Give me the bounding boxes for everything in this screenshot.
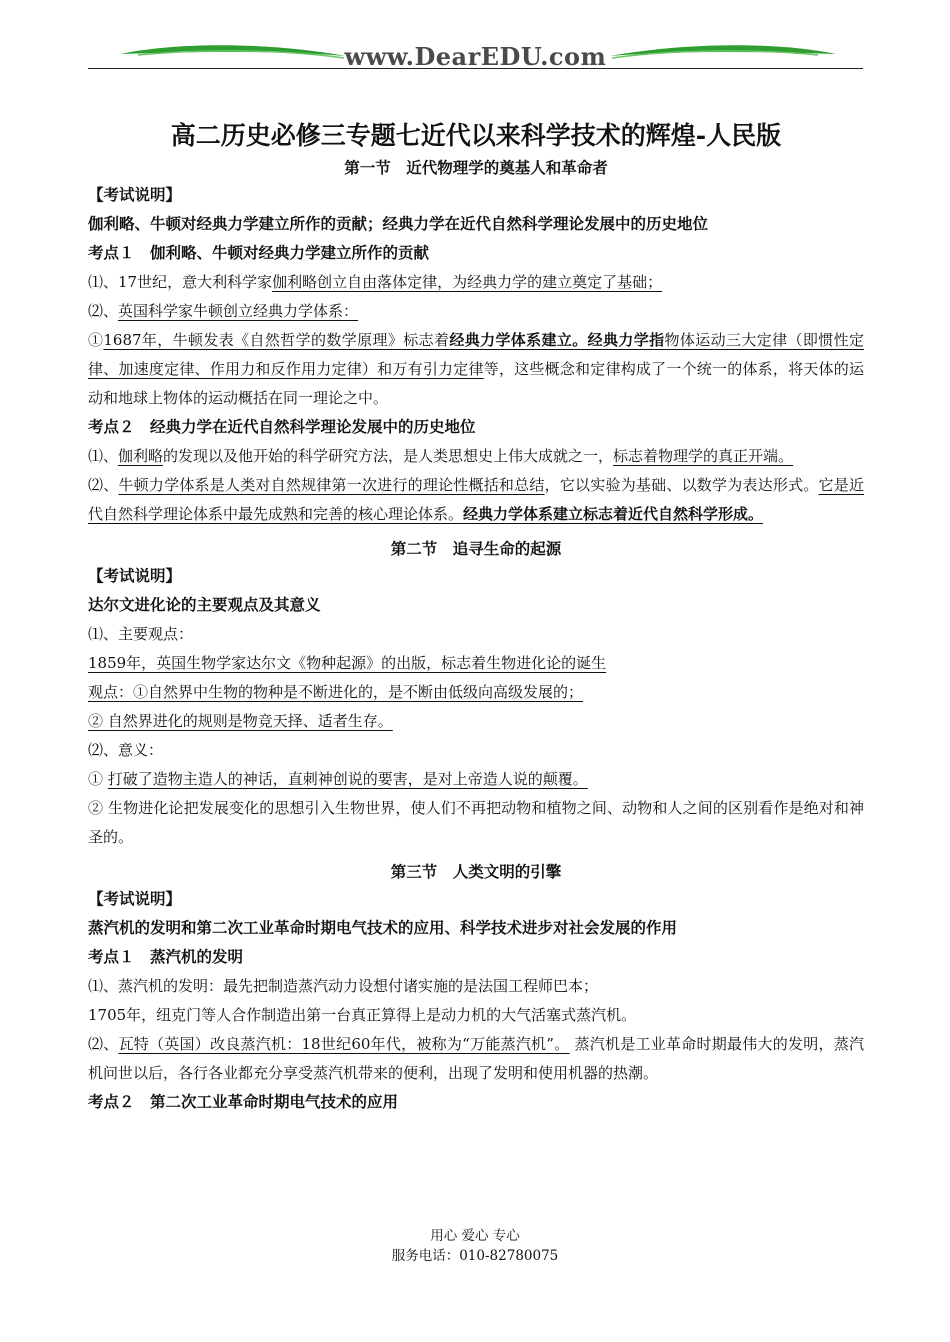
section-1-title: 第一节 近代物理学的奠基人和革命者: [344, 159, 608, 177]
page-footer: [0, 1226, 950, 1266]
s3-para-3: ⑵、瓦特（英国）改良蒸汽机：18世纪60年代，被称为“万能蒸汽机”。 蒸汽机是工业革命时期最伟大的发明，蒸汽机问世以后，各行各业都充分享受蒸汽机带来的便利，出现了发明和使用机器的热潮。: [88, 1035, 864, 1082]
s3-kp1-heading: 考点１ 蒸汽机的发明: [88, 948, 244, 966]
s1-kp1-heading: 考点１ 伽利略、牛顿对经典力学建立所作的贡献: [88, 244, 430, 262]
s2-para-6: ① 打破了造物主造人的神话，直刺神创说的要害，是对上帝造人说的颠覆。: [88, 770, 588, 788]
header-divider: [88, 68, 863, 69]
header-banner: [88, 30, 863, 70]
s2-para-5: ⑵、意义：: [88, 741, 164, 759]
s1-para-1: ⑴、17世纪，意大利科学家伽利略创立自由落体定律，为经典力学的建立奠定了基础；: [88, 273, 663, 291]
site-logo-text: www.DearEDU.com: [344, 42, 607, 71]
s2-exam-label: 【考试说明】: [88, 567, 182, 585]
s1-para-3: ①1687年，牛顿发表《自然哲学的数学原理》标志着经典力学体系建立。经典力学指物体运动三大定律（即惯性定律、加速度定律、作用力和反作用力定律）和万有引力定律等，这些概念和定律构成了一个统一的体系，将天体的运动和地球上物体的运动概括在同一理论之中。: [88, 331, 864, 407]
s3-para-1: ⑴、蒸汽机的发明：最先把制造蒸汽动力设想付诸实施的是法国工程师巴本；: [88, 977, 599, 995]
section-3-title: 第三节 人类文明的引擎: [390, 863, 562, 881]
section-2-title: 第二节 追寻生命的起源: [390, 540, 562, 558]
document-title: 高二历史必修三专题七近代以来科学技术的辉煌-人民版: [170, 121, 782, 150]
s1-exam-label: 【考试说明】: [88, 186, 182, 204]
s2-para-2: 1859年，英国生物学家达尔文《物种起源》的出版，标志着生物进化论的诞生: [88, 654, 607, 672]
s1-para-5: ⑵、牛顿力学体系是人类对自然规律第一次进行的理论性概括和总结，它以实验为基础、以数学为表达形式。它是近代自然科学理论体系中最先成熟和完善的核心理论体系。经典力学体系建立标志着近代自然科学形成。: [88, 476, 864, 523]
s3-kp2-heading: 考点２ 第二次工业革命时期电气技术的应用: [88, 1093, 399, 1111]
s1-para-2: ⑵、英国科学家牛顿创立经典力学体系：: [88, 302, 359, 320]
s3-para-2: 1705年，纽克门等人合作制造出第一台真正算得上是动力机的大气活塞式蒸汽机。: [88, 1006, 637, 1024]
footer-slogan: 用心 爱心 专心: [430, 1228, 520, 1244]
s3-exam-label: 【考试说明】: [88, 890, 182, 908]
s2-para-1: ⑴、主要观点：: [88, 625, 194, 643]
s2-para-4: ② 自然界进化的规则是物竞天择、适者生存。: [88, 712, 393, 730]
s2-exam-text: 达尔文进化论的主要观点及其意义: [88, 596, 321, 614]
s3-exam-text: 蒸汽机的发明和第二次工业革命时期电气技术的应用、科学技术进步对社会发展的作用: [88, 919, 678, 937]
s1-para-4: ⑴、伽利略的发现以及他开始的科学研究方法，是人类思想史上伟大成就之一，标志着物理学的真正开端。: [88, 447, 794, 465]
s1-kp2-heading: 考点２ 经典力学在近代自然科学理论发展中的历史地位: [88, 418, 476, 436]
s2-para-3: 观点：①自然界中生物的物种是不断进化的，是不断由低级向高级发展的；: [88, 683, 584, 701]
s2-para-7: ② 生物进化论把发展变化的思想引入生物世界，使人们不再把动物和植物之间、动物和人之间的区别看作是绝对和神圣的。: [88, 799, 864, 846]
s1-exam-text: 伽利略、牛顿对经典力学建立所作的贡献；经典力学在近代自然科学理论发展中的历史地位: [88, 215, 709, 233]
footer-phone: 服务电话：010-82780075: [391, 1248, 559, 1264]
document-body: [88, 116, 864, 1117]
